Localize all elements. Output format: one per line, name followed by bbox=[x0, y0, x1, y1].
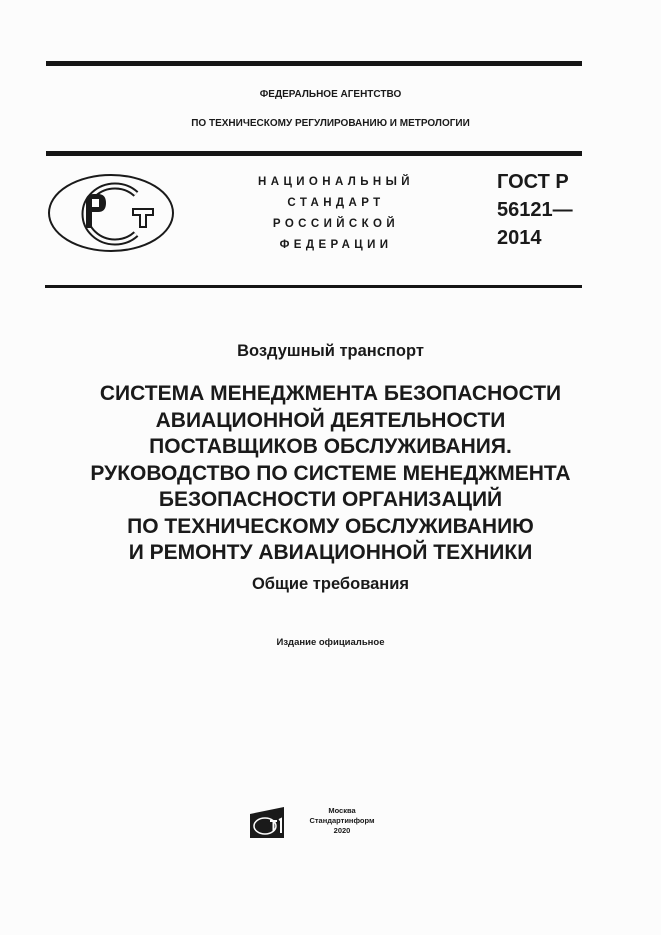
edition-label: Издание официальное bbox=[276, 637, 385, 648]
national-standard-line: РОССИЙСКОЙ bbox=[272, 218, 400, 230]
top-rule bbox=[46, 61, 582, 66]
header-rule bbox=[46, 151, 582, 156]
national-standard-line: СТАНДАРТ bbox=[287, 197, 385, 209]
block-rule bbox=[45, 285, 582, 288]
national-standard-line: НАЦИОНАЛЬНЫЙ bbox=[258, 176, 414, 188]
agency-line-2: ПО ТЕХНИЧЕСКОМУ РЕГУЛИРОВАНИЮ И МЕТРОЛОГИИ bbox=[191, 118, 470, 129]
title-line: И РЕМОНТУ АВИАЦИОННОЙ ТЕХНИКИ bbox=[128, 541, 533, 564]
gost-line: 56121— bbox=[497, 199, 573, 221]
publisher-year: 2020 bbox=[333, 826, 351, 835]
requirements-subtitle: Общие требования bbox=[251, 575, 410, 593]
standartinform-logo-icon bbox=[248, 806, 286, 839]
publisher-city: Москва bbox=[328, 806, 356, 815]
gost-line: 2014 bbox=[497, 227, 542, 249]
national-standard-label bbox=[236, 172, 436, 256]
title-line: СИСТЕМА МЕНЕДЖМЕНТА БЕЗОПАСНОСТИ bbox=[99, 382, 562, 405]
national-standard-line: ФЕДЕРАЦИИ bbox=[279, 239, 393, 251]
subject-heading: Воздушный транспорт bbox=[237, 342, 424, 360]
title-line: ПО ТЕХНИЧЕСКОМУ ОБСЛУЖИВАНИЮ bbox=[127, 514, 534, 538]
publisher-info bbox=[304, 806, 380, 836]
agency-line-1: ФЕДЕРАЛЬНОЕ АГЕНТСТВО bbox=[259, 89, 402, 100]
title-line: РУКОВОДСТВО ПО СИСТЕМЕ МЕНЕДЖМЕНТА bbox=[90, 461, 571, 485]
gost-line: ГОСТ Р bbox=[497, 171, 569, 193]
title-line: БЕЗОПАСНОСТИ ОРГАНИЗАЦИЙ bbox=[158, 488, 503, 511]
rst-gost-emblem-icon bbox=[46, 172, 176, 254]
gost-number bbox=[497, 168, 573, 252]
publisher-name: Стандартинформ bbox=[309, 816, 375, 825]
title-line: ПОСТАВЩИКОВ ОБСЛУЖИВАНИЯ. bbox=[149, 435, 512, 458]
title-line: АВИАЦИОННОЙ ДЕЯТЕЛЬНОСТИ bbox=[155, 408, 506, 432]
document-title bbox=[0, 381, 661, 567]
